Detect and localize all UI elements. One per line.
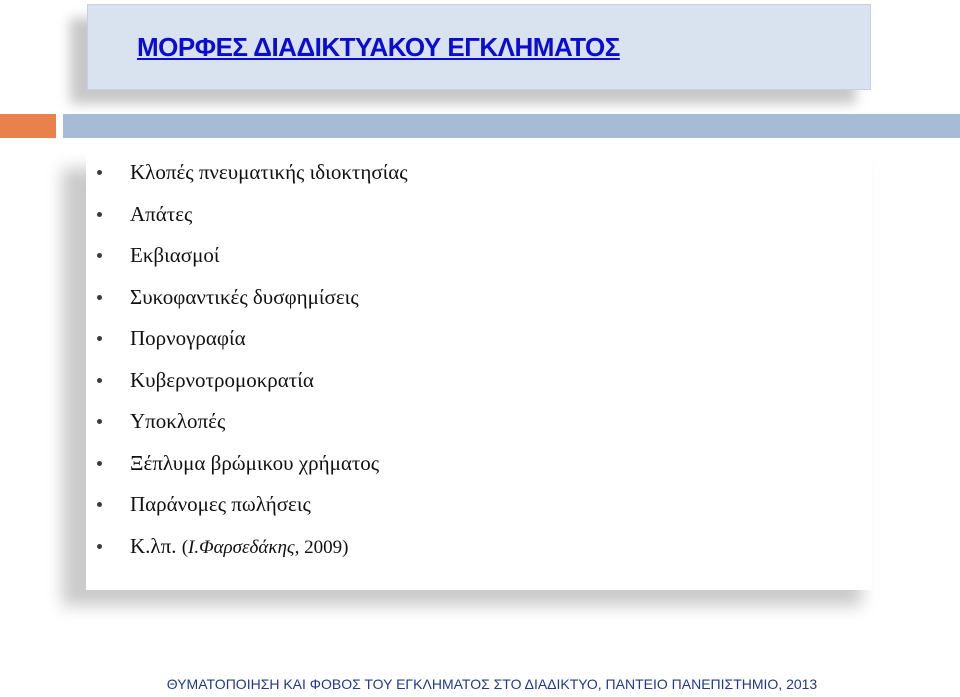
- list-item: [86, 399, 408, 441]
- bullet-icon: [97, 212, 102, 217]
- list-item: [86, 192, 408, 234]
- list-item-text: Πορνογραφία: [130, 326, 246, 350]
- list-item: [86, 441, 408, 483]
- bullet-icon: [97, 253, 102, 258]
- list-item: [86, 316, 408, 358]
- accent-bar-orange: [0, 114, 56, 138]
- citation-author: Ι.Φαρσεδάκης: [188, 536, 295, 558]
- citation: [182, 537, 349, 558]
- citation-rest: , 2009): [294, 536, 349, 558]
- list-item: [86, 275, 408, 317]
- list-item-text: Κλοπές πνευματικής ιδιοκτησίας: [130, 160, 408, 184]
- bullet-icon: [97, 419, 102, 424]
- list-item-text: Κυβερνοτρομοκρατία: [130, 367, 314, 392]
- list-item-text: Απάτες: [130, 201, 193, 226]
- list-item: [86, 524, 408, 566]
- list-item-text: Συκοφαντικές δυσφημίσεις: [130, 284, 359, 309]
- list-item: [86, 482, 408, 524]
- bullet-icon: [97, 170, 102, 175]
- list-item: [86, 233, 408, 275]
- list-item: [86, 150, 408, 192]
- bullet-list: [86, 150, 408, 565]
- bullet-icon: [97, 502, 102, 507]
- footer: [0, 676, 960, 692]
- bullet-icon: [97, 378, 102, 383]
- list-item-text: Ξέπλυμα βρώμικου χρήματος: [130, 450, 380, 475]
- bullet-icon: [97, 336, 102, 341]
- slide-title: ΜΟΡΦΕΣ ΔΙΑΔΙΚΤΥΑΚΟΥ ΕΓΚΛΗΜΑΤΟΣ: [137, 32, 620, 62]
- bullet-icon: [97, 461, 102, 466]
- bullet-icon: [97, 295, 102, 300]
- accent-bar-blue: [63, 114, 960, 138]
- list-item-text: Παράνομες πωλήσεις: [130, 492, 311, 516]
- list-item-text: Εκβιασμοί: [130, 243, 220, 267]
- footer-text: ΘΥΜΑΤΟΠΟΙΗΣΗ ΚΑΙ ΦΟΒΟΣ ΤΟΥ ΕΓΚΛΗΜΑΤΟΣ ΣΤΟ ΔΙΑΔΙΚΤΥΟ, ΠΑΝΤΕΙΟ ΠΑΝΕΠΙΣΤΗΜΙΟ, 2013: [166, 676, 818, 692]
- list-item-text: Κ.λπ.: [130, 533, 177, 558]
- bullet-icon: [97, 544, 102, 549]
- citation-open: (: [181, 536, 189, 558]
- list-item-text: Υποκλοπές: [130, 409, 226, 433]
- list-item: [86, 358, 408, 400]
